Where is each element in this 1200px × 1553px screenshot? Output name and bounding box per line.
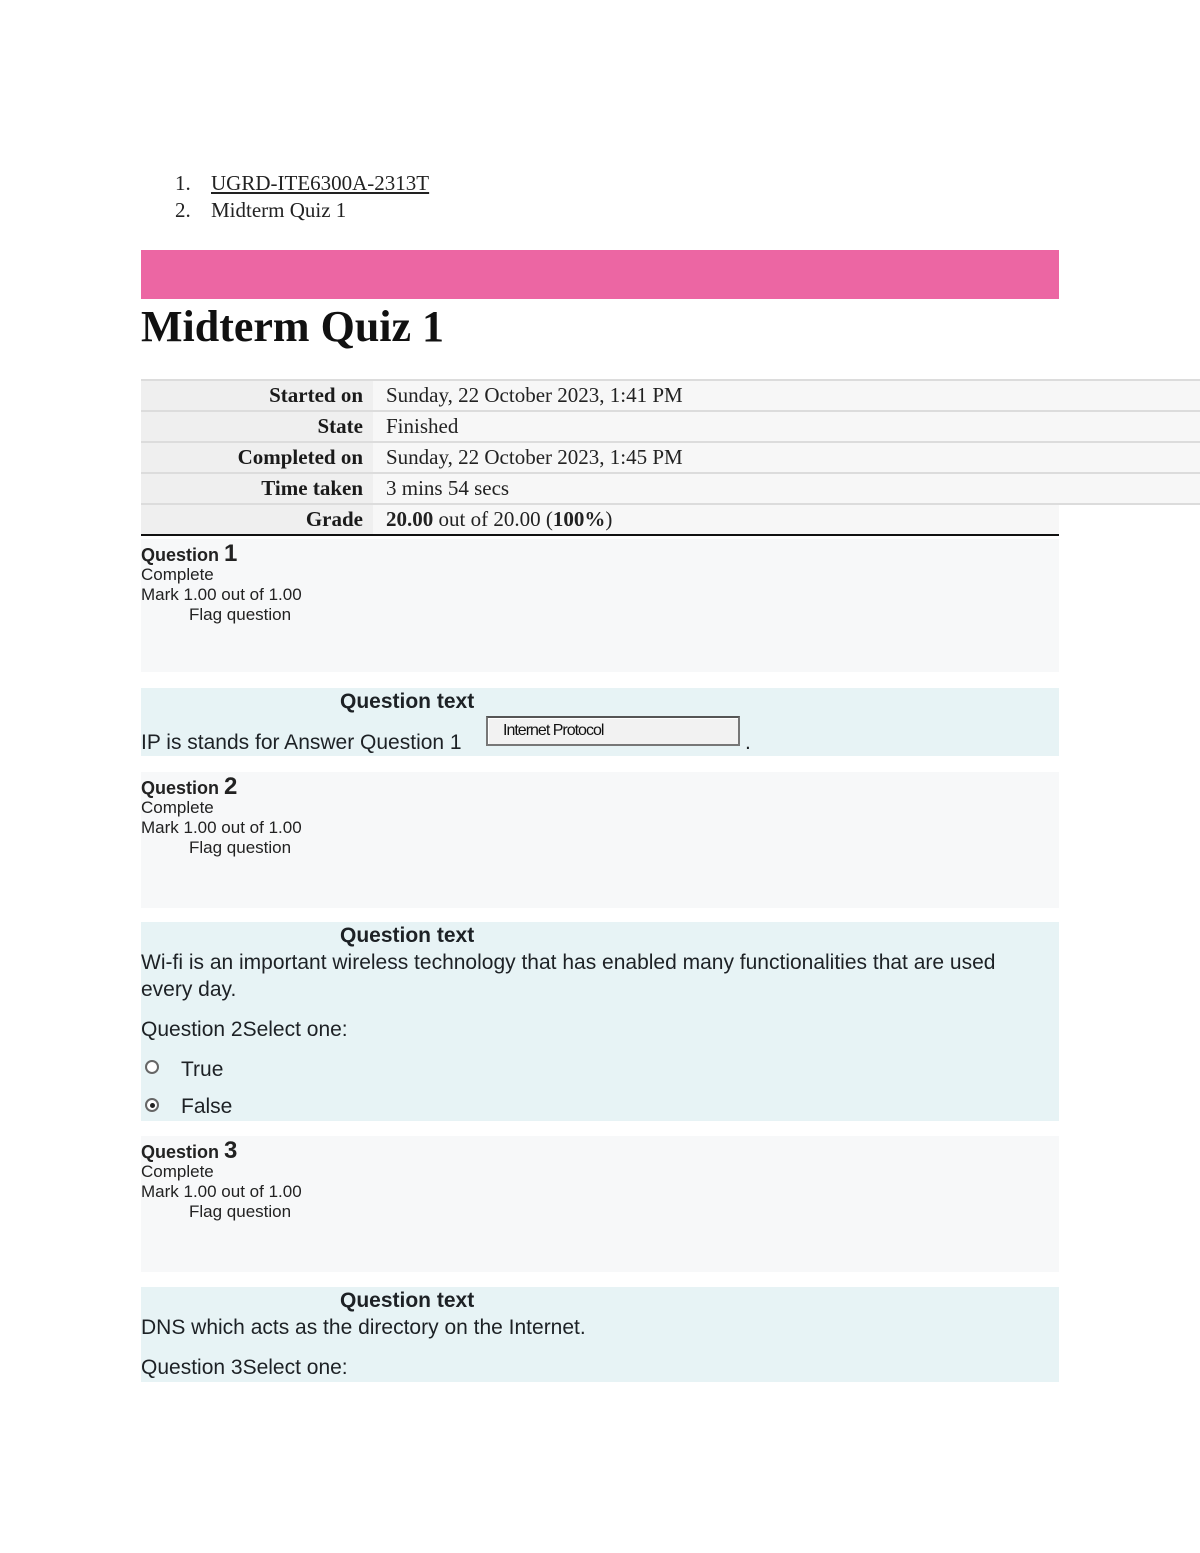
option-true-label: True <box>181 1058 224 1081</box>
question-prompt: IP is stands for Answer Question 1 <box>141 731 462 754</box>
summary-label: Completed on <box>141 443 373 472</box>
question-state: Complete <box>141 565 214 584</box>
flag-question-link[interactable]: Flag question <box>189 1202 292 1221</box>
question-mark: Mark 1.00 out of 1.00 <box>141 1182 302 1201</box>
question-label: Question <box>141 545 225 565</box>
question-prompt-line-2: every day. <box>141 978 237 1001</box>
question-number <box>141 772 1059 798</box>
question-label: Question <box>141 778 225 798</box>
question-mark: Mark 1.00 out of 1.00 <box>141 585 302 604</box>
summary-label: Time taken <box>141 474 373 503</box>
page-title: Midterm Quiz 1 <box>141 302 445 351</box>
summary-label: Grade <box>141 505 373 534</box>
header-banner <box>141 250 1059 299</box>
question-info-3 <box>141 1136 1059 1272</box>
summary-label: Started on <box>141 381 373 410</box>
radio-checked-icon[interactable] <box>145 1098 159 1112</box>
question-number <box>141 539 1059 565</box>
option-false-label: False <box>181 1095 233 1118</box>
select-one-label: Question 2Select one: <box>141 1018 348 1041</box>
answer-input[interactable]: Internet Protocol <box>486 716 740 746</box>
question-number-value: 3 <box>224 1137 238 1164</box>
quiz-summary-table <box>141 379 1200 536</box>
breadcrumb <box>175 170 429 224</box>
grade-score: 20.00 <box>386 507 434 531</box>
breadcrumb-number: 1. <box>175 171 191 195</box>
grade-close: ) <box>605 507 613 531</box>
question-text-heading: Question text <box>340 690 475 713</box>
select-one-label: Question 3Select one: <box>141 1356 348 1379</box>
summary-value: 3 mins 54 secs <box>373 474 1200 503</box>
radio-unchecked-icon[interactable] <box>145 1060 159 1074</box>
question-state: Complete <box>141 798 214 817</box>
breadcrumb-item-quiz <box>175 197 429 224</box>
question-prompt-line-1: Wi-fi is an important wireless technology that has enabled many functionalities that are used <box>141 951 996 974</box>
breadcrumb-course-link[interactable]: UGRD-ITE6300A-2313T <box>211 171 430 195</box>
question-content-3 <box>141 1287 1059 1382</box>
question-info-2 <box>141 772 1059 908</box>
question-info-1 <box>141 539 1059 672</box>
summary-grade-value <box>373 505 1059 534</box>
breadcrumb-item-course[interactable] <box>175 170 429 197</box>
question-content-1 <box>141 688 1059 756</box>
question-number-value: 1 <box>224 540 238 567</box>
grade-out-of: out of 20.00 ( <box>433 507 553 531</box>
summary-value: Sunday, 22 October 2023, 1:45 PM <box>373 443 1200 472</box>
summary-value: Finished <box>373 412 1200 441</box>
question-number <box>141 1136 1059 1162</box>
question-number-value: 2 <box>224 773 238 800</box>
option-true[interactable] <box>141 1052 181 1082</box>
question-text-heading: Question text <box>340 924 475 947</box>
question-content-2 <box>141 922 1059 1121</box>
question-mark: Mark 1.00 out of 1.00 <box>141 818 302 837</box>
answer-trailing: . <box>745 731 751 754</box>
summary-row-started <box>141 381 1200 412</box>
summary-row-grade <box>141 505 1059 536</box>
option-false[interactable] <box>141 1090 181 1120</box>
flag-question-link[interactable]: Flag question <box>189 605 292 624</box>
question-state: Complete <box>141 1162 214 1181</box>
question-text-heading: Question text <box>340 1289 475 1312</box>
flag-question-link[interactable]: Flag question <box>189 838 292 857</box>
question-prompt: DNS which acts as the directory on the Internet. <box>141 1316 586 1339</box>
summary-row-time-taken <box>141 474 1200 505</box>
summary-row-completed <box>141 443 1200 474</box>
breadcrumb-number: 2. <box>175 198 191 222</box>
summary-label: State <box>141 412 373 441</box>
grade-percent: 100% <box>552 507 606 531</box>
question-label: Question <box>141 1142 225 1162</box>
summary-value: Sunday, 22 October 2023, 1:41 PM <box>373 381 1200 410</box>
summary-row-state <box>141 412 1200 443</box>
breadcrumb-quiz-label: Midterm Quiz 1 <box>211 198 347 222</box>
